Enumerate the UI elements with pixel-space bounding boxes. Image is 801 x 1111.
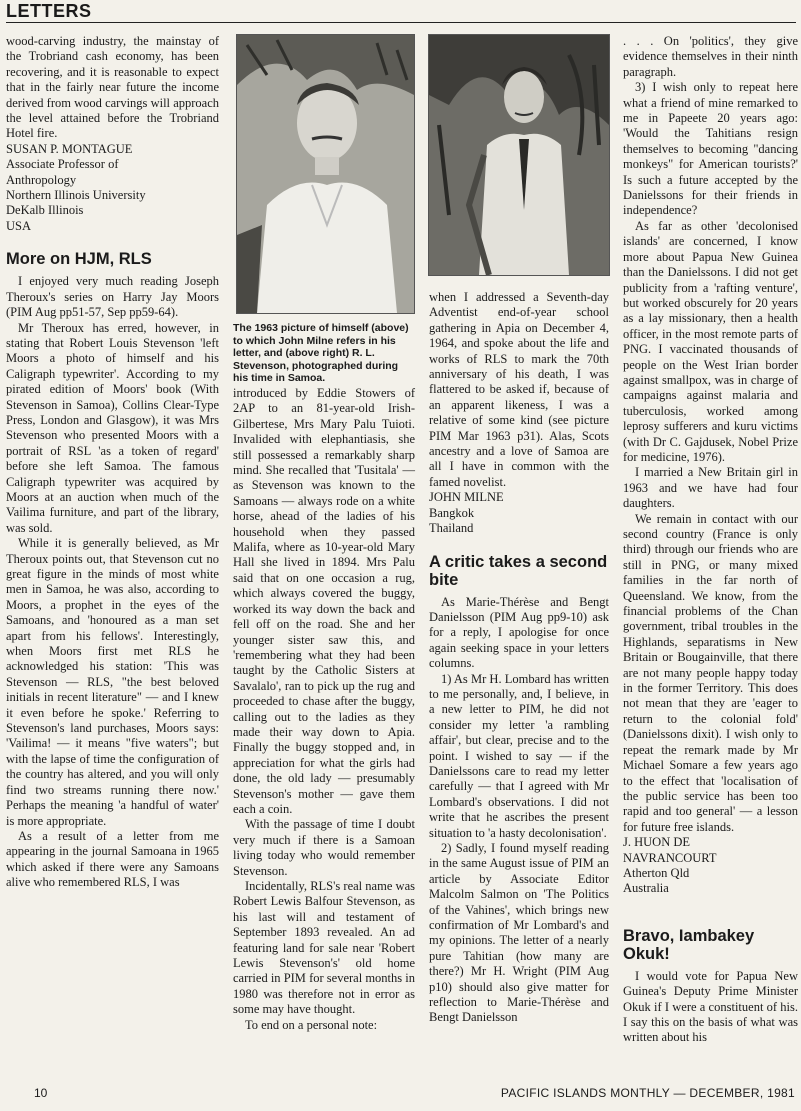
publication-footer: PACIFIC ISLANDS MONTHLY — DECEMBER, 1981 (500, 1086, 795, 1100)
signature-name: SUSAN P. MONTAGUE (6, 141, 133, 156)
paragraph: Mr Theroux has erred, however, in stating that Robert Louis Stevenson 'left Moors a photo of himself and his Caligraph typewriter'. According to my pirated edition of Moors' book (With Stevenson in Samoa), Collins Clear-Type Press, London and Glasgow), it was Mrs Stevenson who presented Moors with a portrait of RSL 'as a token of regard' before she left Samoa. The famous Caligraph typewriter was acquired by Moors at an auction when much of the Vailima furniture, and part of the library, was sold. (6, 320, 219, 535)
paragraph: 3) I wish only to repeat here what a friend of mine remarked to me in Papeete 20 years ago: 'Would the Tahitians resign themselves to becoming "dancing monkeys" for American tourists?' Is such a future accepted by the Danielssons for their friends in independence? (623, 80, 798, 218)
signature-address: Atherton Qld (623, 865, 690, 880)
photo-caption: The 1963 picture of himself (above) to which John Milne refers in his letter, and (above right) R. L. Stevenson, photographed during his time in Samoa. (233, 322, 409, 384)
signature-name: NAVRANCOURT (623, 850, 717, 865)
paragraph: As Marie-Thérèse and Bengt Danielsson (PIM Aug pp9-10) ask for a reply, I apologise for once again seeking space in your letters columns. (429, 594, 609, 671)
paragraph: wood-carving industry, the mainstay of the Trobriand cash economy, has been recovering, and it is reasonable to expect that in the fairly near future the income derived from wood carvings will approach the level attained before the Trobriand Hotel fire. (6, 34, 219, 141)
column-2 (233, 386, 415, 1033)
paragraph: To end on a personal note: (245, 1017, 378, 1032)
paragraph: As a result of a letter from me appearing in the journal Samoana in 1965 which asked if there were any Samoans alive who remembered RLS, I was (6, 828, 219, 890)
column-3 (429, 290, 609, 1026)
photo-john-milne (236, 34, 415, 314)
column-1 (6, 34, 219, 891)
signature-name: JOHN MILNE (429, 490, 504, 505)
paragraph: With the passage of time I doubt very much if there is a Samoan living today who would remember Stevenson. (233, 817, 415, 878)
paragraph: 1) As Mr H. Lombard has written to me personally, and, I believe, in a new letter to PIM, he did not consider my letter 'a rambling affair', but clear, precise and to the point. I wished to say — if the Danielssons care to read my letter carefully — that I agreed with Mr Lombard's observations. I did not write that he ascribes the present situation to 'a hasty decolonisation'. (429, 671, 609, 840)
paragraph: . . . On 'politics', they give evidence themselves in their ninth paragraph. (623, 34, 798, 79)
paragraph: I enjoyed very much reading Joseph Theroux's series on Harry Jay Moors (PIM Aug pp51-57, Sep pp59-64). (6, 274, 219, 320)
paragraph: While it is generally believed, as Mr Theroux points out, that Stevenson cut no great figure in the minds of most white men in Samoa, he was also, according to Moors, a prophet in the eyes of the Samoans, and 'honoured as a man set apart from his fellows'. Interestingly, when Moors first met RLS he acknowledged his station: 'This was Stevenson — RLS, "the best beloved initials in recent literature" — and I knew it even before he spoke.' Referring to Stevenson's land purchases, Moors says: 'Vailima! — it means "five waters"; but with the lapse of time the configuration of the country has altered, and you will only find two streams running there now.' Perhaps the meaning 'a handful of water' is more appropriate. (6, 536, 219, 828)
page-number: 10 (34, 1086, 48, 1100)
column-4 (623, 34, 798, 1046)
portrait-illustration (429, 35, 609, 275)
paragraph: introduced by Eddie Stowers of 2AP to an 81-year-old Irish-Gilbertese, Mrs Mary Palu Tuioti. Invalided with elephantiasis, she still possessed a remarkably sharp mind. She recalled that 'Tusitala' — as Stevenson was known to the Samoans — always rode on a white horse, ahead of the ladies of his household when they passed Malifa, where as 10-year-old Mary Hall she lived in 1894. Mrs Palu said that on one occasion a rug, which always covered the buggy, worked its way down the back and fell off on the road. She and her younger sister saw this, and 'remembering what they had been taught by the Catholic Sisters at Savalalo', ran to pick up the rug and proceeded to chase after the buggy, calling out to the ladies as they made their way down to Apia. Finally the buggy stopped and, in appreciation for what the girls had done, the old lady — presumably Stevenson's mother — gave them each a coin. (233, 386, 415, 816)
paragraph: I married a New Britain girl in 1963 and we have had four daughters. (623, 465, 798, 511)
letter-heading: More on HJM, RLS (6, 250, 152, 269)
signature-address: Bangkok (429, 505, 475, 520)
paragraph: I would vote for Papua New Guinea's Deputy Prime Minister Okuk if I were a constituent of his. I say this on the basis of what was written about his (623, 968, 798, 1045)
signature-address: USA (6, 218, 32, 233)
signature-address: DeKalb Illinois (6, 203, 84, 218)
signature-address: Australia (623, 881, 669, 896)
signature-title: Associate Professor of (6, 157, 119, 172)
photo-rl-stevenson (428, 34, 610, 276)
letter-heading: Bravo, Iambakey Okuk! (623, 926, 755, 963)
letter-heading: A critic takes a second bite (429, 552, 608, 589)
paragraph: when I addressed a Seventh-day Adventist end-of-year school gathering in Apia on December 4, 1964, and spoke about the life and works of RLS to mark the 70th anniversary of his death, I was flattered to be asked if, because of an apparent likeness, I was a relative of some kind (see picture PIM Mar 1963 p31). Alas, Scots ancestry and a love of Samoa are all I have in common with the famed novelist. (429, 290, 609, 489)
signature-title: Anthropology (6, 172, 77, 187)
signature-name: J. HUON DE (623, 835, 691, 850)
paragraph: Incidentally, RLS's real name was Robert Lewis Balfour Stevenson, as his last will and testament of September 1893 revealed. An ad featuring land for sale near 'Robert Lewis Stevenson's' old home carried in PIM for several months in 1980 was therefore not in error as some may have thought. (233, 879, 415, 1017)
signature-address: Thailand (429, 521, 474, 536)
paragraph: 2) Sadly, I found myself reading in the same August issue of PIM an article by Associate Editor Malcolm Salmon on 'The Politics of the Vahines', which brings new confirmation of Mr Lombard's and my opinions. The letter of a nearly pure Tahitian (how many are there?) Mr H. Wright (PIM Aug p10) should also give matter for reflection to Marie-Thérèse and Bengt Danielsson (429, 841, 609, 1025)
paragraph: We remain in contact with our second country (France is only third) through our friends who are still in PNG, or many mixed families in the far north of Queensland. We know, from the financial problems of the Chan government, tribal troubles in the Highlands, separatisms in New Britain or Bougainville, that there are not many people happy today in the former Territory. This does not mean that they are 'eager to return to the colonial fold' (Danielssons dixit). I wish only to repeat the remark made by Mr Michael Somare a few years ago to the effect that 'localisation of the public service has been too rapid and too general' — a lesson for future free islands. (623, 511, 798, 834)
section-title: LETTERS (6, 1, 98, 21)
section-header (6, 0, 796, 23)
portrait-illustration (237, 35, 414, 313)
paragraph: As far as other 'decolonised islands' are concerned, I know more about Papua New Guinea than the Danielssons. I did not get publicity from a 'rafting venture', but worked obscurely for 20 years as a lay missionary, then a health officer, in the most remote parts of PNG. I vaccinated thousands of people on the West Irian border against smallpox, was in charge of campaigns against malaria and tuberculosis, worked among leprosy sufferers and kuru victims (with Dr C. Gajdusek, Nobel Prize for medicine, 1976). (623, 218, 798, 464)
signature-address: Northern Illinois University (6, 188, 146, 203)
